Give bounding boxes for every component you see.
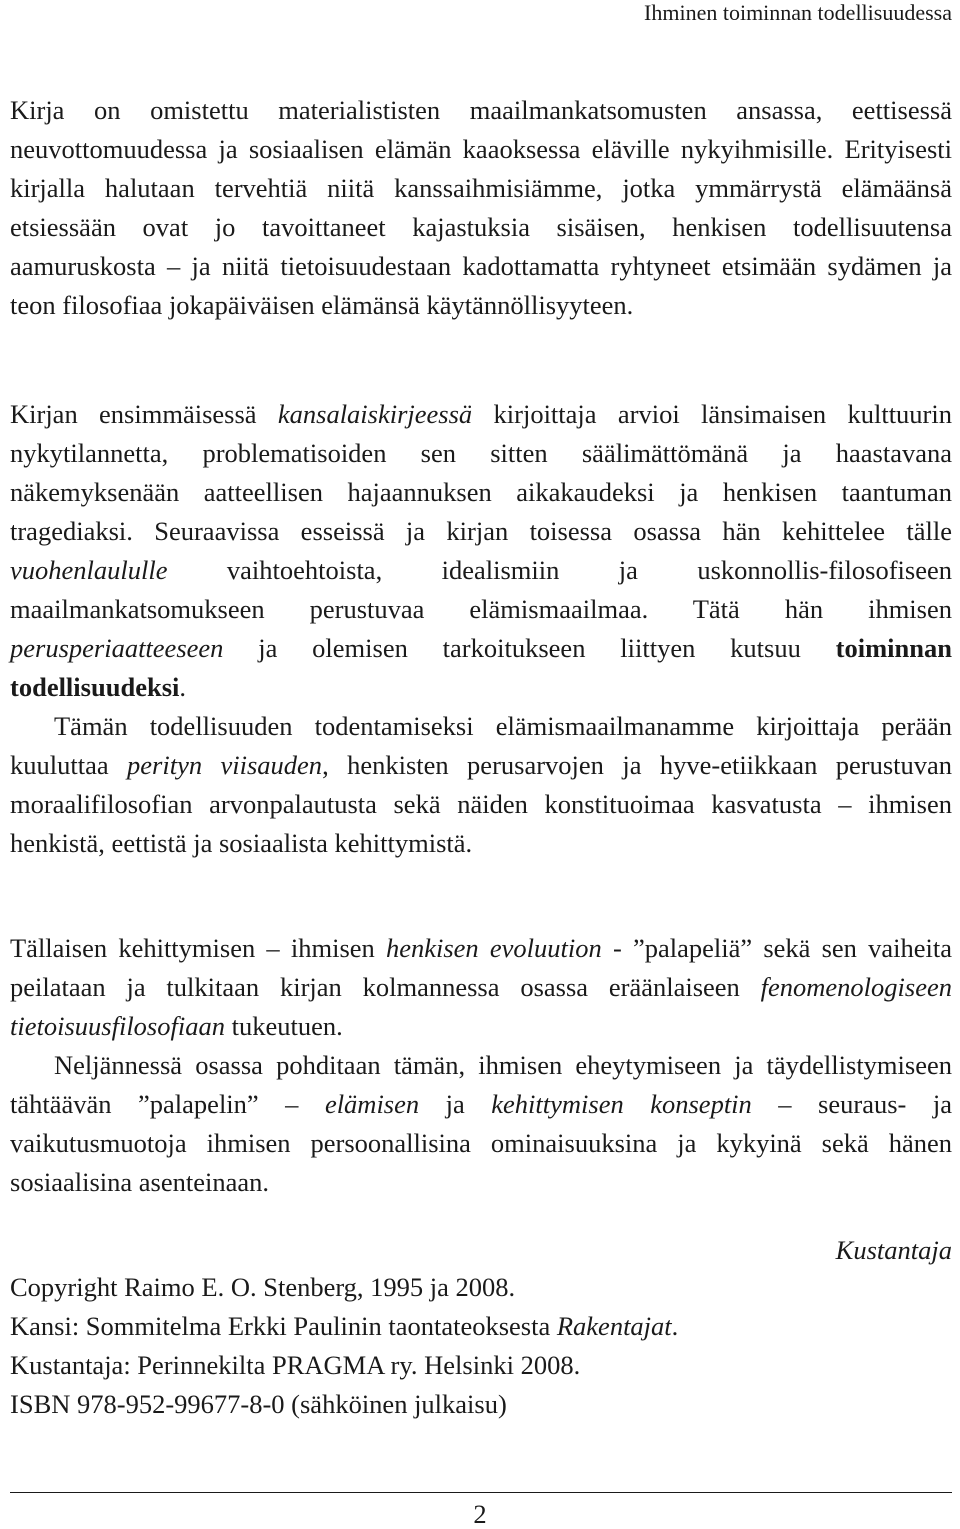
copyright-line: Copyright Raimo E. O. Stenberg, 1995 ja 2008. [10, 1272, 516, 1302]
artwork-title: Rakentajat [556, 1311, 672, 1341]
imprint-block [10, 1268, 678, 1424]
text-segment: , henkisten perusarvojen ja hyve-etiikkaan perustuvan moraalifilosofian arvonpalautusta sekä näiden konstituoimaa kasvatusta – ihmisen henkistä, eettistä ja sosiaalista kehittymistä. [10, 750, 952, 858]
text-segment: kirjoittaja arvioi länsimaisen kulttuurin nykytilannetta, problematisoiden sen sitten säälimättömänä ja haastavana näkemyksenään aatteellisen hajaannuksen aikakaudeksi ja henkisen taantuman tragediaksi. Seuraavissa esseissä ja kirjan toisessa osassa hän kehittelee tälle [10, 399, 952, 546]
footer-rule [10, 1492, 952, 1493]
publisher-line: Kustantaja: Perinnekilta PRAGMA ry. Helsinki 2008. [10, 1350, 581, 1380]
page-number: 2 [473, 1499, 487, 1529]
cover-credit-line [10, 1307, 678, 1346]
dedication-paragraph: Kirja on omistettu materialististen maailmankatsomusten ansassa, eettisessä neuvottomuudessa ja sosiaalisen elämän kaaoksessa eläville nykyihmisille. Erityisesti kirjalla halutaan tervehtiä niitä kanssaihmisiämme, jotka ymmärrystä elämäänsä etsiessään ovat jo tavoittaneet kajastuksia sisäisen, henkisen todellisuutensa aamuruskosta – ja niitä tietoisuudestaan kadottamatta ryhtyneet etsimään sydämen ja teon filosofiaa jokapäiväisen elämänsä käytännöllisyyteen. [10, 95, 952, 320]
text-segment: Tällaisen kehittymisen – ihmisen [10, 933, 386, 963]
book-description-part2 [10, 929, 952, 1202]
emphasis-kansalaiskirje: kansalaiskirjeessä [277, 399, 473, 429]
paragraph-todentaminen [10, 707, 952, 863]
text-segment: - ”palapeliä” sekä sen vaiheita peilataan ja tulkitaan kirjan kolmannessa osassa eräänlaiseen [10, 933, 952, 1002]
emphasis-vuohenlaulu: vuohenlaululle [10, 555, 168, 585]
emphasis-elaminen: elämisen [324, 1089, 420, 1119]
emphasis-perityn-viisauden: perityn viisauden [127, 750, 323, 780]
paragraph-kehittyminen [10, 929, 952, 1046]
text-segment: vaihtoehtoista, idealismiin ja uskonnollis-filosofiseen maailmankatsomukseen perustuvaa elämismaailmaa. Tätä hän ihmisen [10, 555, 952, 624]
text-segment: . [671, 1311, 679, 1341]
bold-toiminnan-todellisuus: toiminnan todellisuudeksi [10, 633, 952, 702]
text-segment: – seuraus- ja vaikutusmuotoja ihmisen persoonallisina ominaisuuksina ja kykyinä sekä hänen sosiaalisina asenteinaan. [10, 1089, 952, 1197]
text-segment: Neljännessä osassa pohditaan tämän, ihmisen eheytymiseen ja täydellistymiseen tähtäävän ”palapelin” – [10, 1050, 952, 1119]
text-segment: Kansi: Sommitelma Erkki Paulinin taontateoksesta [10, 1311, 557, 1341]
text-segment: . [179, 672, 186, 702]
paragraph-first-letter [10, 395, 952, 707]
text-segment: Tämän todellisuuden todentamiseksi elämismaailmanamme kirjoittaja perään kuuluttaa [10, 711, 952, 780]
text-segment: tukeutuen. [224, 1011, 343, 1041]
book-description-part1 [10, 395, 952, 863]
paragraph-neljas-osa [10, 1046, 952, 1202]
emphasis-perusperiaate: perusperiaatteeseen [10, 633, 224, 663]
text-segment: ja [419, 1089, 492, 1119]
running-header: Ihminen toiminnan todellisuudessa [644, 0, 952, 25]
text-segment: Kirjan ensimmäisessä [10, 399, 278, 429]
text-segment: ja olemisen tarkoitukseen liittyen kutsuu [223, 633, 836, 663]
isbn-line: ISBN 978-952-99677-8-0 (sähköinen julkaisu) [10, 1389, 507, 1419]
emphasis-fenomenologia: fenomenologiseen tietoisuusfilosofiaan [10, 972, 952, 1041]
emphasis-henkinen-evoluutio: henkisen evoluution [385, 933, 602, 963]
publisher-signature: Kustantaja [835, 1235, 952, 1265]
emphasis-kehittymisen-konsepti: kehittymisen konseptin [491, 1089, 752, 1119]
